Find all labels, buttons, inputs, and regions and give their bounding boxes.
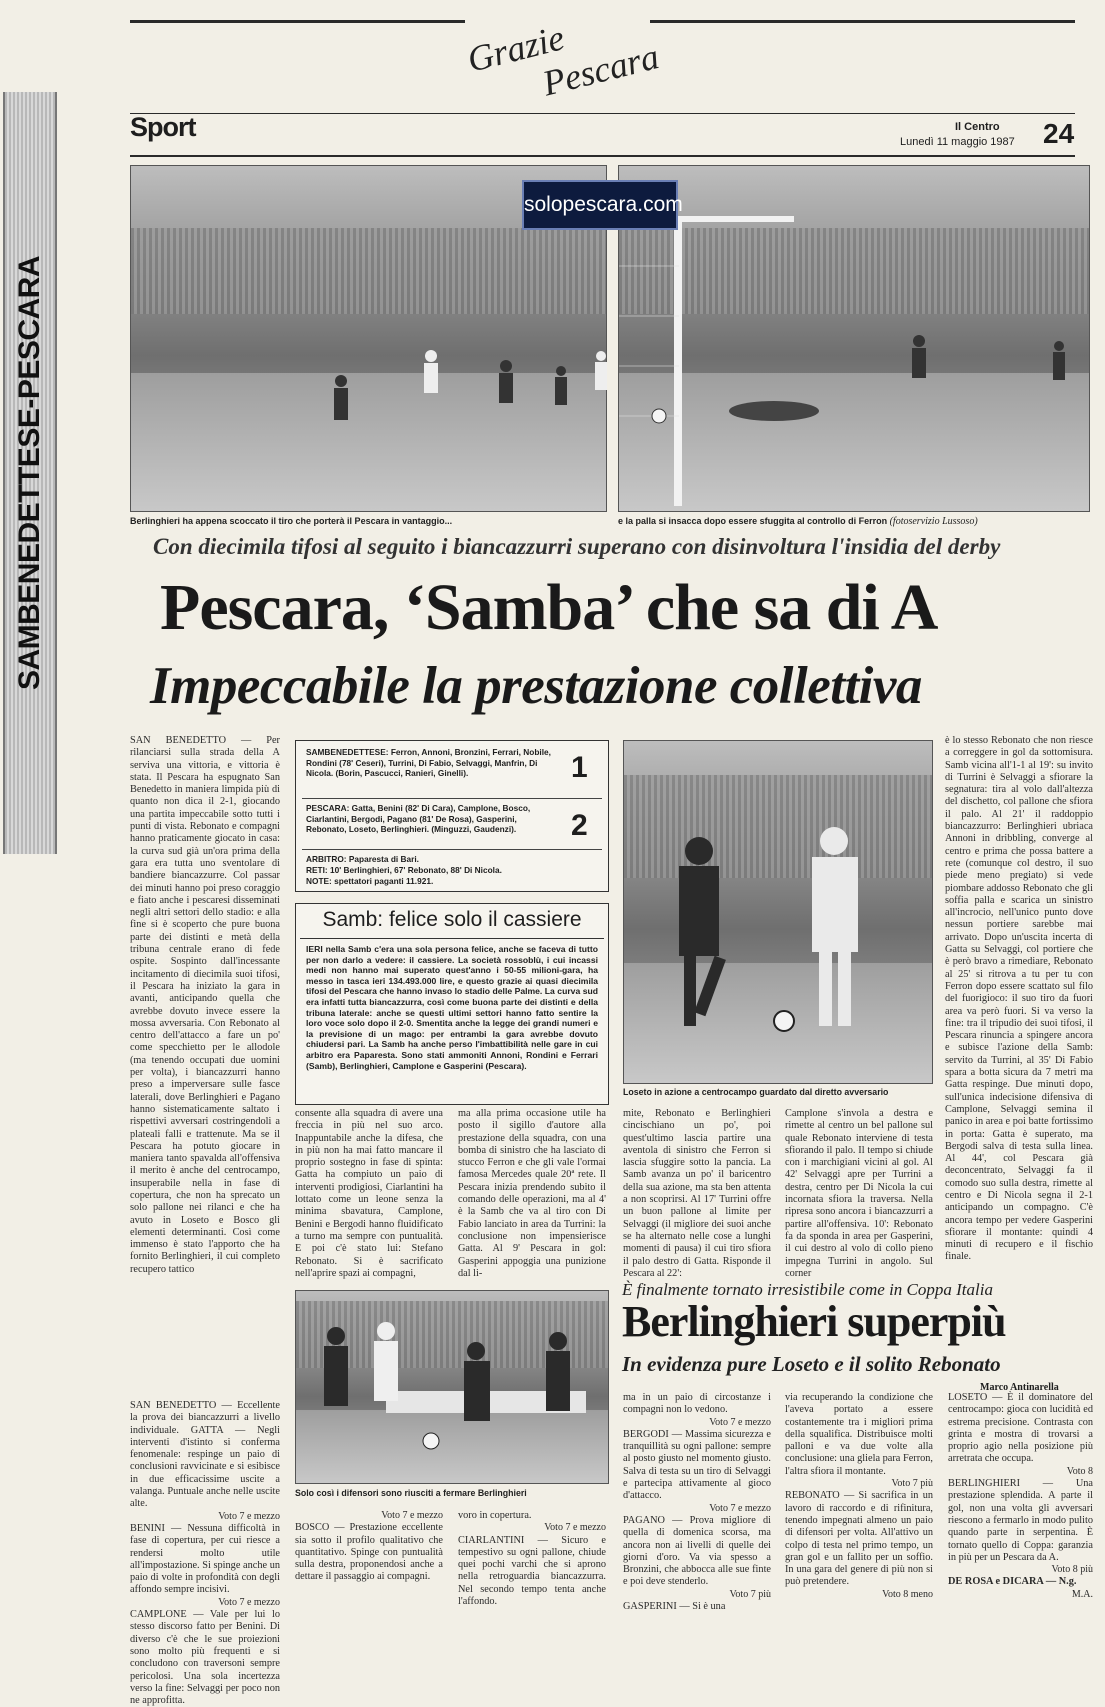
ratings-text: PAGANO — Prova migliore di quella di domenica scorsa, ma ancora non ai livelli di quelle dei giorni d'oro. Va via spesso a Bronzini, che abbocca alle sue finte e poi deve stenderlo. — [623, 1514, 771, 1588]
byline: Marco Antinarella — [980, 1382, 1059, 1393]
ratings-text: CIARLANTINI — Sicuro e tempestivo su ogni pallone, chiude quei pochi varchi che si aprono nella retroguardia biancazzurra. Nel secondo tempo tenta anche l'affondo. — [458, 1534, 606, 1608]
page-number: 24 — [1043, 118, 1075, 149]
match-notes: NOTE: spettatori paganti 11.921. — [306, 876, 434, 886]
sidebar-article — [295, 903, 609, 1105]
ratings-text: GASPERINI — Si è una — [623, 1601, 726, 1613]
paper-name: Il Centro — [955, 121, 1000, 133]
vote: Voto 8 — [1066, 1465, 1093, 1477]
photo-loseto — [623, 740, 933, 1084]
home-score: 1 — [571, 751, 588, 784]
photo-berlinghieri-fouled — [295, 1290, 609, 1484]
article-column-5 — [785, 1108, 933, 1286]
vote: Voto 8 più — [1051, 1564, 1093, 1576]
vote: Voto 7 e mezzo — [709, 1502, 771, 1514]
goals: RETI: 10' Berlinghieri, 67' Rebonato, 88' Di Nicola. — [306, 865, 502, 875]
ratings-column-5 — [785, 1392, 933, 1610]
grazie-pescara-logo — [462, 2, 663, 104]
vote: Voto 8 meno — [882, 1588, 933, 1600]
headline-title: Pescara, ‘Samba’ che sa di A — [160, 571, 938, 644]
scorebox-divider-2 — [302, 849, 602, 850]
header-rule-bottom — [130, 155, 1075, 157]
ratings-column-6 — [948, 1392, 1093, 1610]
ratings-text: BERGODI — Massima sicurezza e tranquillità su ogni pallone: sempre al posto giusto nel momento giusto. Salva di testa su un tiro di Selvaggi e partecipa attivamente al gioco d'attacco. — [623, 1428, 771, 1502]
ratings-text: REBONATO — Si sacrifica in un lavoro di raccordo e di rifinitura, tenendo impegnati almeno un paio di difensori per volta. All'attivo un colpo di testa nel primo tempo, un gran gol e un fallito per un soffio. In una gara del genere di più non si può pretendere. — [785, 1490, 933, 1588]
ratings-text: BENINI — Nessuna difficoltà in fase di copertura, per cui riesce a rendersi molto utile all'impostazione. Si spinge anche un paio di volte in profondità con degli affondo sempre incisivi. — [130, 1522, 280, 1596]
vote: Voto 7 e mezzo — [544, 1522, 606, 1534]
article-text: ma alla prima occasione utile ha posto il sigillo d'autore alla prestazione della squadra, con una bomba di sinistro che ha lasciato di stucco Ferron e che gli vale l'ormai famosa Mercedes quale 20ª rete. Il Pescara inizia prendendo subito il comando delle operazioni, ma al 4' è la Samb che va al tiro con Di Fabio lanciato in area da Turrini: la conclusione non impensierisce Gatta. Al 9' Pescara in gol: Gasperini appoggia una punizione dal li- — [458, 1108, 606, 1279]
sidebar-divider — [300, 938, 604, 939]
ratings-column-4 — [623, 1392, 771, 1613]
top-rule-left — [130, 20, 465, 23]
article-column-4 — [623, 1108, 771, 1286]
article-text: SAN BENEDETTO — Per rilanciarsi sulla strada della A serviva una vittoria, e vittoria è stata. Il Pescara ha espugnato San Benedetto in maniera limpida più di quanto non dica il 2-1, giocando una partita impeccabile sotto tutti i punti di vista. Rebonato e compagni hanno praticamente giocato in casa: la curva sud già un'ora prima della gara era tutta uno sventolare di bandiere biancazzurre. Col passar dei minuti hanno poi preso coraggio e fiato anche i pescaresi disseminati negli altri settori dello stadio: e alla fine si è scoperto che pure buona parte dei distinti e metà della tribuna centrale erano di fede ospite. Sospinto dall'incessante incitamento di diecimila suoi tifosi, il Pescara ha iniziato la gara in avanti, anticipando quella che avrebbe dovuto invece essere la mossa avversaria. Con Rebonato al centro dell'attacco a fare un po' come specchietto per le allodole (ma tenendo occupati due uomini per volta), i biancazzurri hanno preso a imperversare sulle fasce laterali, dove Berlinghieri e Pagano hanno sistematicamente saltato i rispettivi avversari costringendoli a plateali falli e trattenute. Ma se il Pescara ha potuto giocare in maniera tanto spavalda all'offensiva il merito è anche del centrocampo, insuperabile nella in fase di copertura, che non ha sprecato un solo pallone nei rilanci e che ha avuto in Loseto e Bosco gli elementi determinanti. Così come immenso è stato l'apporto che ha fornito Berlinghieri, il cui completo recupero tattico — [130, 735, 280, 1275]
photo-caption-mid: Loseto in azione a centrocampo guardato dal diretto avversario — [623, 1087, 889, 1097]
side-banner-text: SAMBENEDETTESE-PESCARA — [13, 255, 46, 691]
top-rule-right — [650, 20, 1075, 23]
ratings-text: via recuperando la condizione che l'aveva portato a essere costantemente tra i migliori prima della squalifica. Distribuisce molti palloni e va due volte alla conclusione: una gliela para Ferron, l'altra sfiora il montante. — [785, 1392, 933, 1477]
signature: M.A. — [1071, 1588, 1093, 1600]
article-text: Camplone s'invola a destra e rimette al centro un bel pallone sul quale Rebonato interviene di testa sfiorando il palo. Il tempo si chiude con i marchigiani vicini al gol. Al 42' Selvaggi apre per Turrini a destra, centro per Di Nicola la cui incornata sfiora la traversa. Nella ripresa sono ancora i biancazzurri a partire all'offensiva. 10': Rebonato fa da sponda in area per Gasperini, il cui destro al volo di collo pieno impegna Turrini in angolo. Sul corner — [785, 1108, 933, 1279]
vote: Voto 7 più — [891, 1478, 933, 1490]
article-text: mite, Rebonato e Berlinghieri cincischiano un po', poi quest'ultimo lascia partire una aventola di sinistro che Ferron si lascia sfuggire sotto la pancia. La Samb avanza un po' il baricentro della sua azione, ma sta ben attenta a non scoprirsi. Al 17' Turrini offre un buon pallone al limite per Selvaggi (il migliore dei suoi anche se ha alternato nelle cose a lunghi momenti di pausa) il cui tiro sfiora il palo destro di Gatta. Risponde il Pescara al 22': — [623, 1108, 771, 1279]
sidebar-body: IERI nella Samb c'era una sola persona felice, anche se faceva di tutto per non darlo a vedere: il cassiere. La società rossoblù, i cui incassi medi non hanno mai superato quest'anno i 50-55 milioni-gara, ha messo in tasca ieri 134.493.000 lire, e questo grazie ai quasi diecimila tifosi del Pescara che hanno invaso lo stadio delle Palme. La curva sud era infatti tutta biancazzurra, così come buona parte dei distinti e della tribuna laterale: anche se questi ultimi settori hanno fatto sentire la loro voce solo dopo il 2-0. Smentita anche la legge dei grandi numeri e la previsione di un mago: per entrambi la gara avrebbe dovuto chiudersi pari. La Samb ha anche perso l'imbattibilità nelle gare in cui arbitro era Paparesta. Sono stati ammoniti Annoni, Rondini e Ferrari (Samb), Berlinghieri, Camplone e Gasperini (Pescara). — [306, 944, 598, 1071]
article-column-2 — [295, 1108, 443, 1286]
headline-subtitle: Impeccabile la prestazione collettiva — [150, 657, 922, 715]
ratings-text: LOSETO — È il dominatore del centrocampo: gioca con lucidità ed estrema precisione. Contrasta con grinta e mostra di trovarsi a proprio agio nella posizione più arretrata che occupa. — [948, 1392, 1093, 1465]
photo-goal-ferron — [618, 165, 1090, 512]
vote: Voto 7 e mezzo — [218, 1510, 280, 1522]
ratings-text: BOSCO — Prestazione eccellente sia sotto il profilo qualitativo che quantitativo. Spinge con puntualità sulla destra, proponendosi anche a dettare il passaggio ai compagni. — [295, 1522, 443, 1583]
svg-text:Pescara: Pescara — [538, 36, 663, 104]
header-rule — [130, 113, 1075, 114]
scorebox — [295, 740, 609, 892]
ratings-title: Berlinghieri superpiù — [622, 1297, 1006, 1346]
article-column-3 — [458, 1108, 606, 1286]
svg-text:Grazie: Grazie — [463, 17, 569, 80]
home-lineup: SAMBENEDETTESE: Ferron, Annoni, Bronzini, Ferrari, Nobile, Rondini (78' Ceseri), Turrini, Di Fabio, Selvaggi, Manfrin, Di Nicola. (Borin, Pascucci, Ranieri, Ginelli). — [306, 747, 551, 778]
ratings-column-3 — [458, 1510, 606, 1610]
photo-caption-bottom: Solo così i difensori sono riusciti a fermare Berlinghieri — [295, 1488, 527, 1498]
photo-caption-left: Berlinghieri ha appena scoccato il tiro che porterà il Pescara in vantaggio... — [130, 516, 453, 526]
vote: Voto 7 e mezzo — [218, 1596, 280, 1608]
ratings-text: voro in copertura. — [458, 1510, 532, 1521]
vote: Voto 7 più — [729, 1588, 771, 1600]
vote: Voto 7 e mezzo — [381, 1510, 443, 1521]
article-column-1 — [130, 735, 280, 1397]
ratings-text: BERLINGHIERI — Una prestazione splendida. A parte il gol, non una volta gli avversari riescono a fermarlo in modo pulito quando parte in serpentina. È tornato quello di Coppa: garanzia in più per un Pescara da A. — [948, 1478, 1093, 1563]
ratings-subtitle: In evidenza pure Loseto e il solito Rebonato — [622, 1352, 1001, 1376]
away-lineup: PESCARA: Gatta, Benini (82' Di Cara), Camplone, Bosco, Ciarlantini, Bergodi, Pagano (81' De Rosa), Gasperini, Rebonato, Loseto, Berlinghieri. (Minguzzi, Gaudenzi). — [306, 803, 531, 834]
section-title: Sport — [130, 112, 196, 142]
scorebox-divider — [302, 798, 602, 799]
vote: Voto 7 e mezzo — [709, 1416, 771, 1428]
watermark-logo: solopescara.com — [522, 180, 678, 230]
photo-credit: (fotoservizio Lussoso) — [889, 516, 978, 527]
side-banner — [3, 92, 57, 854]
issue-date: Lunedì 11 maggio 1987 — [900, 136, 1015, 148]
referee: ARBITRO: Paparesta di Bari. — [306, 854, 419, 864]
ratings-text: CAMPLONE — Vale per lui lo stesso discorso fatto per Benini. Di diverso c'è che le sue proiezioni sono molto più frequenti e si concludono con traversoni sempre pericolosi. Una sola incertezza verso la fine: Selvaggi per poco non ne approfitta. — [130, 1609, 280, 1707]
away-score: 2 — [571, 809, 588, 842]
article-text: consente alla squadra di avere una freccia in più nel suo arco. Inappuntabile anche la difesa, che in più non ha mai fatto mancare il proprio sostegno in fase di spinta: Gatta ha compiuto un paio di interventi prodigiosi, Ciarlantini ha lottato come un leone senza la minima sbavatura, Camplone, Benini e Bergodi hanno fluidificato a turno ma sempre con puntualità. E poi c'è stato lui: Stefano Rebonato. Si è sacrificato nell'aprire spazi ai compagni, — [295, 1108, 443, 1279]
article-text: è lo stesso Rebonato che non riesce a correggere in gol da sottomisura. Samb vicina all'1-1 al 19': su invito di Turrini è Selvaggi a sfiorare la segnatura: tira al volo dall'altezza del dischetto, col pallone che sfiora il palo. Al 21' il raddoppio biancazzurro: Berlinghieri ubriaca Annoni in dribbling, converge al centro e prima che possa battere a rete (comunque col destro, il suo piede meno pregiato) si vede piombare addosso Rebonato che gli soffia palla e scarica un sinistro all'incrocio, nell'unico punto dove nessun portiere sarebbe mai arrivato. Dopo un'uscita incerta di Gatta su Selvaggi, col portiere che è però bravo a rimediare, Rebonato al 25' si ritrova a tu per tu con Ferron dopo essere scattato sul filo del fuorigioco: il suo tiro da fuori area va però fuori. Si va verso la fine: tra il tripudio dei suoi tifosi, il Pescara rinuncia a spingere ancora e subisce l'azione della Samb: servito da Turrini, al 35' Di Fabio spara a botta sicura da 7 metri ma Gatta respinge. Due minuti dopo, sull'unica indecisione difensiva di Camplone, Selvaggi semina il panico in area e poi batte fortissimo in porta: Gatta è superato, ma Bergodi salva di testa sulla linea. Al 44', col Pescara già deconcentrato, Selvaggi fa il comodo suo sulla destra, rimette al centro e Di Nicola segna il 2-1 anticipando un compagno. C'è ancora tempo per vedere Gasperini sfiorare il montante: quindi 4 minuti di recupero e il fischio finale. — [945, 735, 1093, 1263]
ratings-kicker: È finalmente tornato irresistibile come in Coppa Italia — [622, 1280, 993, 1299]
ratings-text: ma in un paio di circostanze i compagni non lo vedono. — [623, 1392, 771, 1416]
ratings-column-2 — [295, 1510, 443, 1610]
ratings-column-1 — [130, 1400, 280, 1707]
ratings-text: SAN BENEDETTO — Eccellente la prova dei biancazzurri a livello individuale. GATTA — Negli interventi d'istinto si conferma fenomenale: respinge un paio di conclusioni ravvicinate e si esibisce in due efficacissime uscite a valanga. Puntuale anche nelle uscite alte. — [130, 1400, 280, 1510]
sidebar-title: Samb: felice solo il cassiere — [322, 908, 582, 931]
photo-caption-right-text: e la palla si insacca dopo essere sfuggita al controllo di Ferron — [618, 516, 888, 526]
headline-kicker: Con diecimila tifosi al seguito i biancazzurri superano con disinvoltura l'insidia del derby — [153, 534, 1001, 559]
ratings-text: DE ROSA e DICARA — N.g. — [948, 1576, 1077, 1588]
photo-caption-right — [618, 516, 978, 527]
